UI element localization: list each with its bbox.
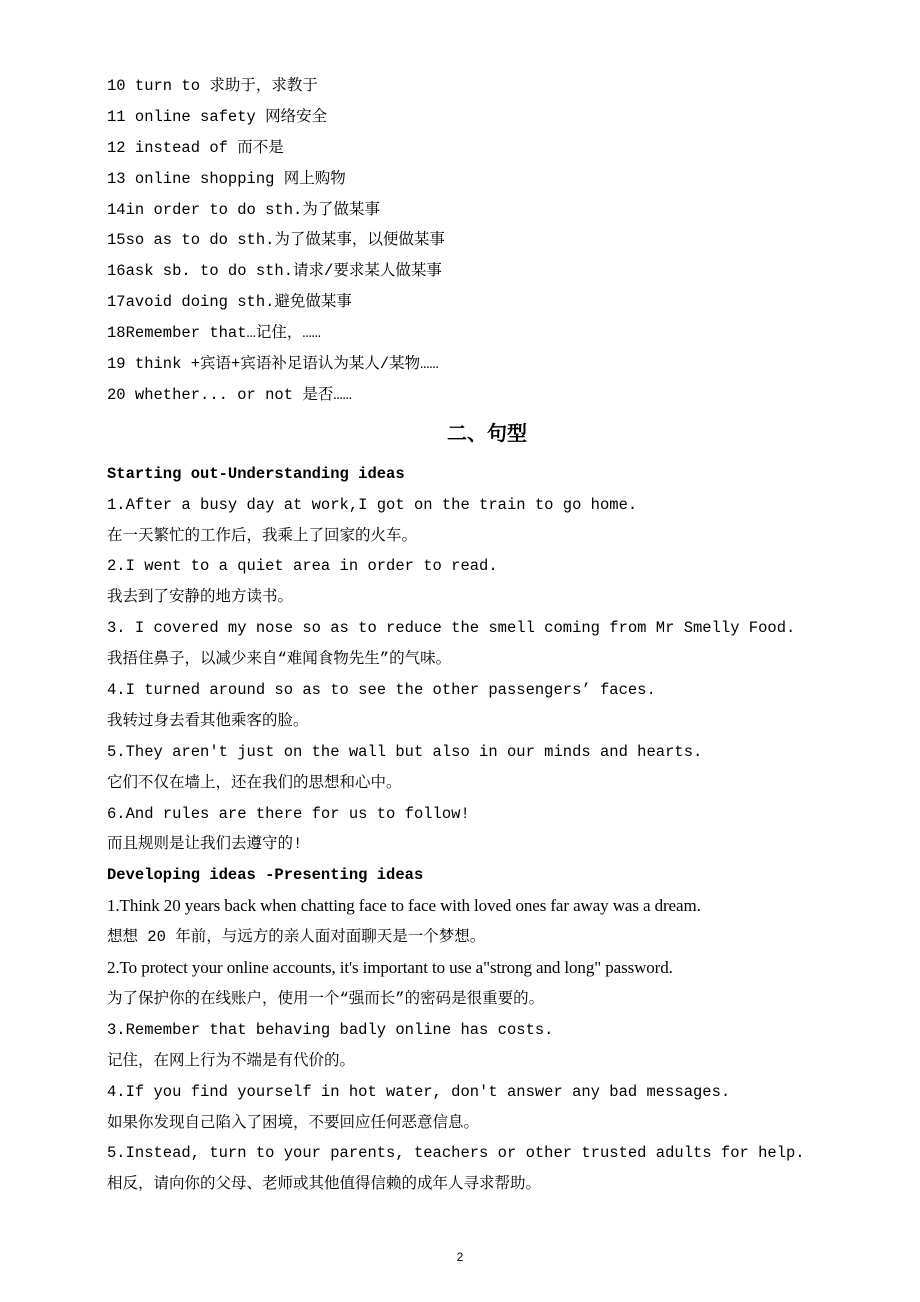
part-starting-out	[107, 459, 867, 861]
sentence-zh: 如果你发现自己陷入了困境，不要回应任何恶意信息。	[107, 1113, 480, 1132]
sentence-en: 5.They aren't just on the wall but also in our minds and hearts.	[107, 742, 703, 761]
sentence-en: 1.Think 20 years back when chatting face to face with loved ones far away was a dream.	[107, 896, 701, 916]
phrase-item: 13 online shopping 网上购物	[107, 169, 346, 188]
page-number: 2	[456, 1250, 464, 1264]
sentence-en: 1.After a busy day at work,I got on the train to go home.	[107, 495, 638, 514]
sentence-en: 2.I went to a quiet area in order to read.	[107, 557, 498, 576]
sentence-zh: 在一天繁忙的工作后，我乘上了回家的火车。	[107, 526, 418, 545]
sentence-en: 6.And rules are there for us to follow!	[107, 804, 470, 823]
sentence-en: 3. I covered my nose so as to reduce the smell coming from Mr Smelly Food.	[107, 619, 796, 638]
phrase-item: 15so as to do sth.为了做某事，以便做某事	[107, 231, 445, 250]
sentence-zh: 而且规则是让我们去遵守的!	[107, 835, 303, 854]
document-page	[107, 71, 867, 1200]
phrase-list	[107, 71, 867, 411]
phrase-item: 20 whether... or not 是否……	[107, 385, 352, 404]
phrase-item: 18Remember that…记住，……	[107, 324, 321, 343]
phrase-item: 19 think +宾语+宾语补足语认为某人/某物……	[107, 355, 439, 374]
phrase-item: 17avoid doing sth.避免做某事	[107, 293, 352, 312]
sentence-en: 4.If you find yourself in hot water, don't answer any bad messages.	[107, 1082, 731, 1101]
sentence-en: 4.I turned around so as to see the other passengers’ faces.	[107, 681, 656, 700]
phrase-item: 14in order to do sth.为了做某事	[107, 200, 380, 219]
section-heading: 二、句型	[447, 420, 527, 445]
phrase-item: 12 instead of 而不是	[107, 138, 284, 157]
phrase-item: 11 online safety 网络安全	[107, 107, 328, 126]
part-developing-ideas	[107, 860, 867, 1200]
phrase-item: 10 turn to 求助于，求教于	[107, 77, 318, 95]
sentence-en: 3.Remember that behaving badly online has costs.	[107, 1020, 554, 1039]
sentence-zh: 想想 20 年前，与远方的亲人面对面聊天是一个梦想。	[107, 928, 486, 947]
sentence-zh: 记住，在网上行为不端是有代价的。	[107, 1051, 356, 1070]
sentence-zh: 我转过身去看其他乘客的脸。	[107, 711, 309, 730]
sentence-zh: 我去到了安静的地方读书。	[107, 588, 294, 607]
sentence-en: 5.Instead, turn to your parents, teachers or other trusted adults for help.	[107, 1144, 805, 1163]
sentence-zh: 我捂住鼻子，以减少来自“难闻食物先生”的气味。	[107, 650, 452, 669]
phrase-item: 16ask sb. to do sth.请求/要求某人做某事	[107, 262, 442, 281]
sentence-en: 2.To protect your online accounts, it's important to use a"strong and long" password.	[107, 958, 673, 978]
sentence-zh: 它们不仅在墙上，还在我们的思想和心中。	[107, 773, 402, 792]
subsection-title: Starting out-Understanding ideas	[107, 464, 405, 483]
subsection-title: Developing ideas -Presenting ideas	[107, 866, 424, 885]
sentence-zh: 为了保护你的在线账户，使用一个“强而长”的密码是很重要的。	[107, 989, 545, 1008]
sentence-zh: 相反，请向你的父母、老师或其他值得信赖的成年人寻求帮助。	[107, 1175, 542, 1194]
